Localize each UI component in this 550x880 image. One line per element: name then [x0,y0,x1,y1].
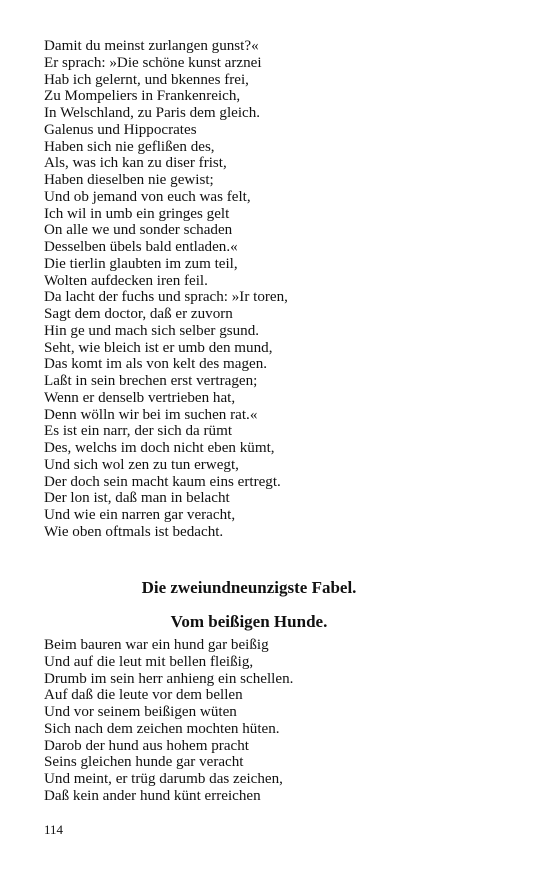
verse-line: On alle we und sonder schaden [44,222,233,239]
verse-line: Des, welchs im doch nicht eben kümt, [44,440,275,456]
verse-line: Zu Mompeliers in Frankenreich, [44,88,241,105]
verse-line: Und meint, er trüg darumb das zeichen, [44,771,283,787]
verse-line: Und auf die leut mit bellen fleißig, [44,653,254,670]
verse-line: Beim bauren war ein hund gar beißig [44,637,269,653]
verse-line: Seins gleichen hunde gar veracht [44,754,244,771]
verse-line: Darob der hund aus hohem pracht [44,737,249,754]
verse-line: Haben sich nie geflißen des, [44,138,215,155]
verse-block-top [44,38,514,541]
verse-line: Damit du meinst zurlangen gunst?« [44,38,259,54]
verse-line: Das komt im als von kelt des magen. [44,356,268,373]
verse-line: Es ist ein narr, der sich da rümt [44,423,233,440]
verse-line: Er sprach: »Die schöne kunst arznei [44,54,262,71]
verse-line: Laßt in sein brechen erst vertragen; [44,373,258,389]
verse-line: Der lon ist, daß man in belacht [44,490,230,507]
verse-line: Und ob jemand von euch was felt, [44,188,251,205]
verse-line: Desselben übels bald entladen.« [44,239,238,255]
verse-line: Der doch sein macht kaum eins ertregt. [44,473,281,490]
verse-line: Seht, wie bleich ist er umb den mund, [44,339,273,356]
verse-line: Galenus und Hippocrates [44,121,197,138]
verse-line: Und vor seinem beißigen wüten [44,704,237,720]
verse-line: Als, was ich kan zu diser frist, [44,155,227,172]
verse-line: Ich wil in umb ein gringes gelt [44,205,230,222]
verse-line: Wolten aufdecken iren feil. [44,272,208,289]
verse-line: Hin ge und mach sich selber gsund. [44,322,260,339]
verse-line: Sich nach dem zeichen mochten hüten. [44,720,280,737]
fable-title: Die zweiundneunzigste Fabel. [141,578,357,597]
verse-line: Wie oben oftmals ist bedacht. [44,523,224,540]
verse-line: Hab ich gelernt, und bkennes frei, [44,71,249,88]
verse-line: Haben dieselben nie gewist; [44,172,214,188]
verse-line: Denn wölln wir bei im suchen rat.« [44,406,258,423]
verse-line: Die tierlin glaubten im zum teil, [44,255,238,272]
fable-subtitle: Vom beißigen Hunde. [170,612,328,631]
verse-line: Drumb im sein herr anhieng ein schellen. [44,670,294,687]
verse-line: Und sich wol zen zu tun erwegt, [44,456,239,473]
verse-line: In Welschland, zu Paris dem gleich. [44,105,261,121]
page-number: 114 [44,822,64,837]
verse-line: Und wie ein narren gar veracht, [44,507,236,523]
verse-line: Da lacht der fuchs und sprach: »Ir toren, [44,289,288,306]
verse-block-bottom [44,637,514,805]
verse-line: Auf daß die leute vor dem bellen [44,687,243,704]
verse-line: Wenn er denselb vertrieben hat, [44,389,236,406]
verse-line: Sagt dem doctor, daß er zuvorn [44,306,233,322]
verse-line: Daß kein ander hund künt erreichen [44,787,261,804]
